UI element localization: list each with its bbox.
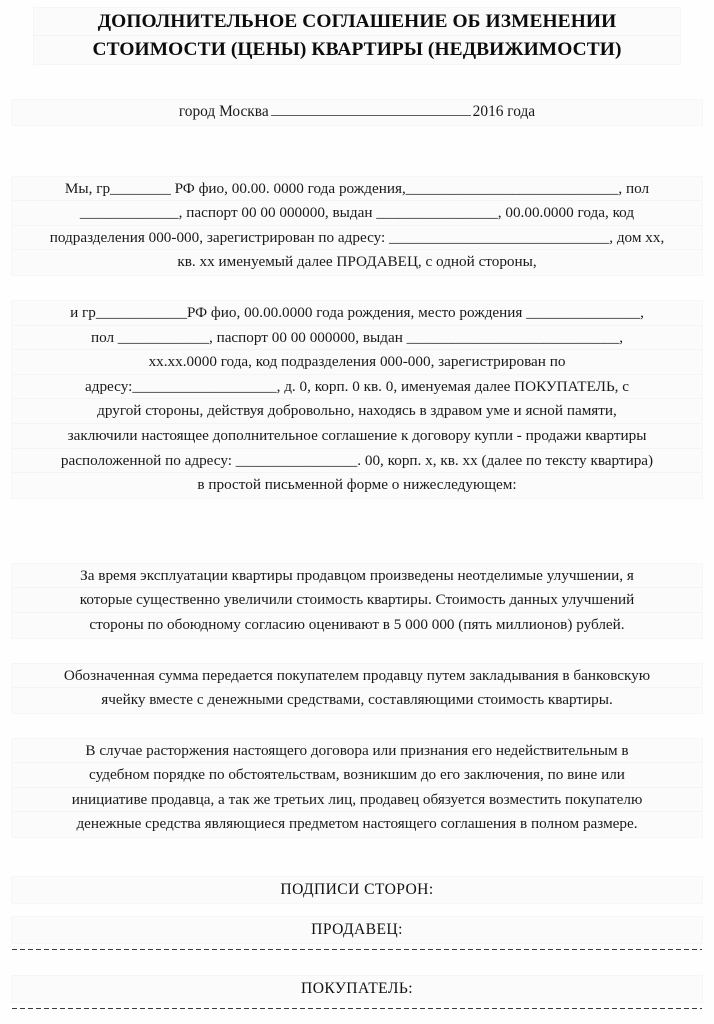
clause-line: инициативе продавца, а так же третьих лиц, продавец обязуется возместить покупателю xyxy=(12,788,702,813)
place-and-date-row xyxy=(0,100,714,125)
clause-line: которые существенно увеличили стоимость квартиры. Стоимость данных улучшений xyxy=(12,588,702,613)
spacer xyxy=(0,713,714,739)
spacer xyxy=(0,837,714,877)
seller-signature-label: ПРОДАВЕЦ: xyxy=(12,917,702,943)
title-line-2: СТОИМОСТИ (ЦЕНЫ) КВАРТИРЫ (НЕДВИЖИМОСТИ) xyxy=(34,36,680,64)
clause-line: судебном порядке по обстоятельствам, возникшим до его заключения, по вине или xyxy=(12,763,702,788)
clause-line: стороны по обоюдному согласию оценивают в 5 000 000 (пять миллионов) рублей. xyxy=(12,613,702,638)
spacer xyxy=(0,498,714,550)
signatures-heading: ПОДПИСИ СТОРОН: xyxy=(12,877,702,903)
title-line-1: ДОПОЛНИТЕЛЬНОЕ СОГЛАШЕНИЕ ОБ ИЗМЕНЕНИИ xyxy=(34,8,680,36)
spacer xyxy=(0,275,714,301)
buyer-line: заключили настоящее дополнительное соглашение к договору купли - продажи квартиры xyxy=(12,424,702,449)
clause-line: За время эксплуатации квартиры продавцом произведены неотделимые улучшении, я xyxy=(12,564,702,589)
seller-party-block xyxy=(0,177,714,275)
spacer xyxy=(0,550,714,564)
spacer xyxy=(0,638,714,664)
spacer xyxy=(0,125,714,177)
clause-termination xyxy=(0,739,714,837)
buyer-line: адресу:___________________, д. 0, корп. 0 кв. 0, именуемая далее ПОКУПАТЕЛЬ, с xyxy=(12,375,702,400)
page-title xyxy=(0,0,714,64)
buyer-signature-label: ПОКУПАТЕЛЬ: xyxy=(12,976,702,1002)
clause-payment xyxy=(0,664,714,713)
clause-line: ячейку вместе с денежными средствами, составляющими стоимость квартиры. xyxy=(12,688,702,713)
buyer-line: в простой письменной форме о нижеследующем: xyxy=(12,473,702,498)
buyer-signature-group xyxy=(0,976,714,1002)
clause-line: Обозначенная сумма передается покупателем продавцу путем закладывания в банковскую xyxy=(12,664,702,689)
seller-line: _____________, паспорт 00 00 000000, выдан ________________, 00.00.0000 года, код xyxy=(12,201,702,226)
clause-line: В случае расторжения настоящего договора или признания его недействительным в xyxy=(12,739,702,764)
date-blank-field[interactable] xyxy=(271,102,471,116)
seller-line: Мы, гр________ РФ фио, 00.00. 0000 года рождения,____________________________, пол xyxy=(12,177,702,202)
clause-line: денежные средства являющиеся предметом настоящего соглашения в полном размере. xyxy=(12,812,702,837)
buyer-line: пол ____________, паспорт 00 00 000000, выдан ____________________________, xyxy=(12,326,702,351)
buyer-signature-line[interactable] xyxy=(12,1008,702,1009)
spacer xyxy=(12,903,702,917)
spacer xyxy=(0,950,714,976)
buyer-line: расположенной по адресу: ________________. 00, корп. х, кв. хх (далее по тексту квартира) xyxy=(12,449,702,474)
buyer-party-block xyxy=(0,301,714,498)
buyer-line: другой стороны, действуя добровольно, находясь в здравом уме и ясной памяти, xyxy=(12,399,702,424)
place-date-line xyxy=(12,100,702,125)
buyer-line: хх.хх.0000 года, код подразделения 000-000, зарегистрирован по xyxy=(12,350,702,375)
city-label: город Москва xyxy=(178,103,269,120)
year-label: 2016 года xyxy=(472,103,536,120)
seller-line: кв. хх именуемый далее ПРОДАВЕЦ, с одной стороны, xyxy=(12,250,702,275)
signatures-section xyxy=(0,877,714,943)
seller-line: подразделения 000-000, зарегистрирован по адресу: _____________________________, дом хх, xyxy=(12,226,702,251)
clause-improvements xyxy=(0,564,714,638)
buyer-line: и гр____________РФ фио, 00.00.0000 года рождения, место рождения _______________, xyxy=(12,301,702,326)
